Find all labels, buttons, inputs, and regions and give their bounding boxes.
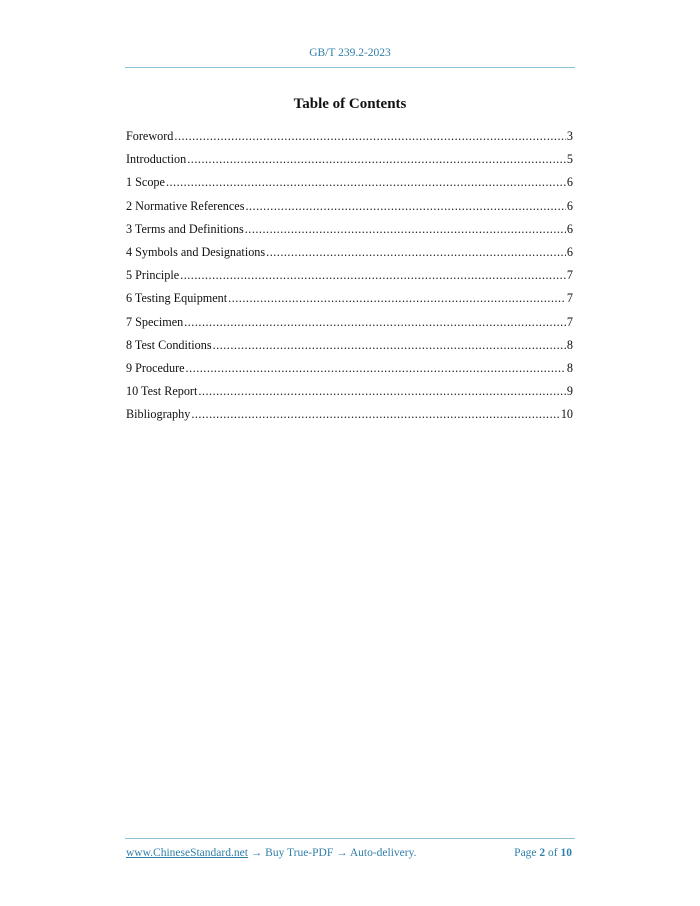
page-indicator <box>514 847 572 859</box>
standard-code: GB/T 239.2-2023 <box>309 47 391 59</box>
total-pages: 10 <box>560 847 572 859</box>
toc-entry-page: 3 <box>566 129 573 143</box>
toc-entry-page: 7 <box>566 268 573 283</box>
header-divider <box>125 67 575 68</box>
toc-entry-page: 10 <box>560 407 573 422</box>
toc-entry-label: 7 Specimen <box>126 314 184 329</box>
toc-leader-dots <box>198 384 566 399</box>
current-page: 2 <box>539 847 546 859</box>
toc-entry-page: 6 <box>566 175 573 190</box>
toc-leader-dots <box>213 338 566 353</box>
toc-entry-introduction[interactable] <box>126 152 573 175</box>
toc-leader-dots <box>166 175 566 190</box>
toc-entry-page: 5 <box>566 152 573 167</box>
toc-entry-symbols-and-designations[interactable] <box>126 245 573 268</box>
toc-entry-label: 2 Normative References <box>126 198 245 213</box>
toc-entry-label: 10 Test Report <box>126 384 198 399</box>
toc-entry-label: Foreword <box>126 129 174 143</box>
toc-entry-label: Introduction <box>126 152 187 167</box>
promo-text: → Buy True-PDF → Auto-delivery. <box>247 847 417 859</box>
toc-leader-dots <box>187 152 566 167</box>
toc-entry-label: Bibliography <box>126 407 191 422</box>
toc-entry-page: 7 <box>566 314 573 329</box>
toc-entry-test-conditions[interactable] <box>126 338 573 361</box>
toc-entry-scope[interactable] <box>126 175 573 198</box>
of-word: of <box>548 847 558 859</box>
toc-entry-page: 6 <box>566 198 573 213</box>
toc-leader-dots <box>266 245 566 260</box>
toc-entry-page: 8 <box>566 337 573 352</box>
toc-entry-label: 6 Testing Equipment <box>126 291 228 306</box>
toc-entry-terms-and-definitions[interactable] <box>126 222 573 245</box>
toc-entry-page: 7 <box>566 291 573 306</box>
toc-entry-principle[interactable] <box>126 268 573 291</box>
toc-leader-dots <box>245 222 566 237</box>
toc-entry-procedure[interactable] <box>126 361 573 384</box>
toc-leader-dots <box>186 361 566 376</box>
toc-entry-page: 8 <box>566 360 573 375</box>
toc-leader-dots <box>245 199 565 214</box>
footer-divider <box>125 838 575 839</box>
page-word: Page <box>514 847 537 859</box>
toc-entry-foreword[interactable] <box>126 129 573 152</box>
toc-entry-normative-references[interactable] <box>126 199 573 222</box>
table-of-contents <box>126 129 573 430</box>
toc-leader-dots <box>174 129 566 144</box>
toc-entry-page: 9 <box>566 384 573 399</box>
toc-leader-dots <box>191 407 559 422</box>
toc-entry-test-report[interactable] <box>126 384 573 407</box>
toc-entry-label: 3 Terms and Definitions <box>126 221 244 236</box>
toc-entry-testing-equipment[interactable] <box>126 291 573 314</box>
toc-entry-page: 6 <box>566 221 573 236</box>
toc-entry-label: 5 Principle <box>126 268 180 283</box>
toc-entry-specimen[interactable] <box>126 315 573 338</box>
toc-entry-label: 1 Scope <box>126 175 165 190</box>
toc-entry-label: 4 Symbols and Designations <box>126 244 266 259</box>
toc-entry-bibliography[interactable] <box>126 407 573 430</box>
running-header <box>0 47 700 59</box>
toc-entry-page: 6 <box>566 244 573 259</box>
footer-promo <box>126 847 416 859</box>
site-link[interactable]: www.ChineseStandard.net <box>126 847 248 859</box>
toc-leader-dots <box>228 291 566 306</box>
toc-entry-label: 8 Test Conditions <box>126 337 212 352</box>
running-footer <box>126 847 572 859</box>
toc-entry-label: 9 Procedure <box>126 360 185 375</box>
toc-leader-dots <box>184 315 566 330</box>
page-title: Table of Contents <box>293 96 407 112</box>
toc-leader-dots <box>180 268 566 283</box>
